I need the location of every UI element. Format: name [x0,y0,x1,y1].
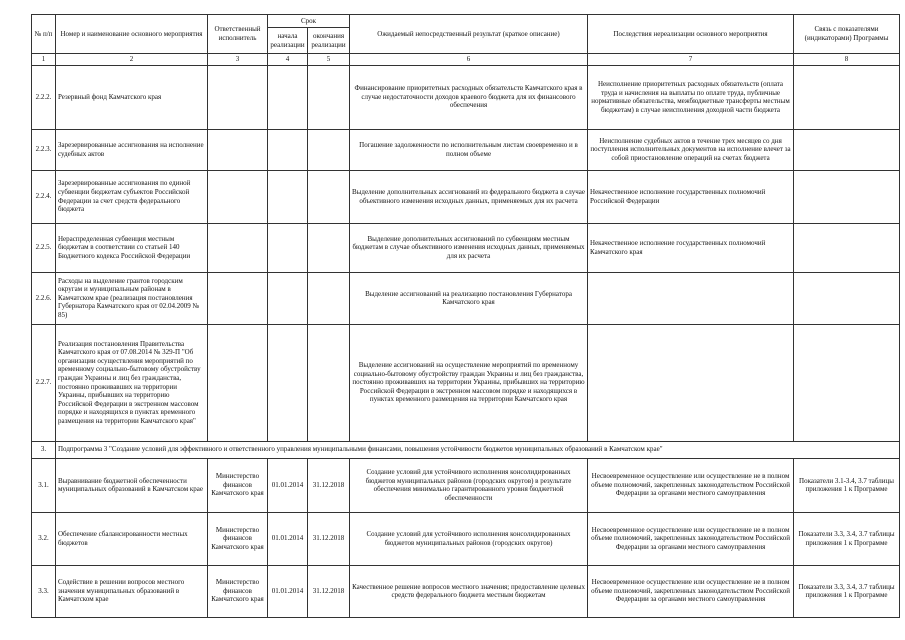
section-row [32,441,900,458]
column-number: 8 [794,54,900,66]
row-number: 3.3. [32,565,56,617]
row-responsible: Министерство финансов Камчатского края [208,512,268,565]
row-end: 31.12.2018 [308,512,350,565]
row-end [308,223,350,272]
row-start [268,170,308,223]
table-row [32,272,900,324]
section-number: 3. [32,441,56,458]
column-number: 1 [32,54,56,66]
row-result: Создание условий для устойчивого исполнения консолидированных бюджетов муниципальных районов (городских округов) [350,512,588,565]
header-end: окончания реализации [308,28,350,54]
row-responsible: Министерство финансов Камчатского края [208,565,268,617]
row-number: 3.1. [32,458,56,512]
row-result: Создание условий для устойчивого исполнения консолидированных бюджетов муниципальных районов (городских округов) в результате обеспечения минимально гарантированного уровня бюджетной обеспеченности [350,458,588,512]
row-responsible: Министерство финансов Камчатского края [208,458,268,512]
row-result: Выделение ассигнований на осуществление мероприятий по временному социально-бытовому обустройству граждан Украины и лиц без гражданства, постоянно проживавших на территории Украины, прибывших на территорию Российской Федерации в экстренном массовом порядке и находящихся в пунктах временного размещения на территории Камчатского края [350,324,588,441]
section-title: Подпрограмма 3 "Создание условий для эффективного и ответственного управления муниципальными финансами, повышения устойчивости бюджетов муниципальных образований в Камчатском крае" [56,441,900,458]
row-consequence [588,272,794,324]
row-name: Реализация постановления Правительства Камчатского края от 07.08.2014 № 329-П "Об организации осуществления мероприятий по временному социально-бытовому обустройству граждан Украины и лиц без гражданства, постоянно проживавших на территории Украины, прибывших на территорию Российской Федерации в экстренном массовом порядке и находящихся в пунктах временного размещения на территории Камчатского края" [56,324,208,441]
row-link [794,129,900,170]
table-row [32,65,900,129]
column-number: 5 [308,54,350,66]
row-end [308,272,350,324]
row-number: 2.2.4. [32,170,56,223]
row-responsible [208,223,268,272]
row-name: Резервный фонд Камчатского края [56,65,208,129]
column-number: 6 [350,54,588,66]
row-responsible [208,170,268,223]
header-start: начала реализации [268,28,308,54]
row-consequence: Несвоевременное осуществление или осуществление не в полном объеме полномочий, закрепленных законодательством Российской Федерации за органами местного самоуправления [588,565,794,617]
row-start: 01.01.2014 [268,458,308,512]
row-consequence: Некачественное исполнение государственных полномочий Камчатского края [588,223,794,272]
header-number: № п/п [32,15,56,54]
column-number: 3 [208,54,268,66]
row-end [308,324,350,441]
row-name: Зарезервированные ассигнования по единой субвенции бюджетам субъектов Российской Федерации за счет средств федерального бюджета [56,170,208,223]
row-start [268,223,308,272]
row-result: Выделение дополнительных ассигнований по субвенциям местным бюджетам в случае объективного изменения исходных данных, применяемых для их расчета [350,223,588,272]
row-link [794,272,900,324]
table-row [32,458,900,512]
row-link: Показатели 3.1-3.4, 3.7 таблицы приложения 1 к Программе [794,458,900,512]
row-start: 01.01.2014 [268,512,308,565]
table-row [32,223,900,272]
row-end [308,170,350,223]
table-row [32,565,900,617]
row-consequence: Несвоевременное осуществление или осуществление не в полном объеме полномочий, закрепленных законодательством Российской Федерации за органами местного самоуправления [588,458,794,512]
row-name: Обеспечение сбалансированности местных бюджетов [56,512,208,565]
row-name: Содействие в решении вопросов местного значения муниципальных образований в Камчатском крае [56,565,208,617]
row-start [268,129,308,170]
header-link: Связь с показателями (индикаторами) Программы [794,15,900,54]
table-row [32,129,900,170]
measures-table [31,14,900,618]
row-link: Показатели 3.3, 3.4, 3.7 таблицы приложения 1 к Программе [794,512,900,565]
row-consequence: Неисполнение судебных актов в течение трех месяцев со дня поступления исполнительных документов на исполнение влечет за собой приостановление операций на счетах бюджета [588,129,794,170]
row-responsible [208,272,268,324]
row-link [794,170,900,223]
row-link: Показатели 3.3, 3.4, 3.7 таблицы приложения 1 к Программе [794,565,900,617]
row-responsible [208,129,268,170]
row-result: Финансирование приоритетных расходных обязательств Камчатского края в случае недостаточности доходов краевого бюджета для их финансового обеспечения [350,65,588,129]
row-name: Выравнивание бюджетной обеспеченности муниципальных образований в Камчатском крае [56,458,208,512]
row-result: Выделение ассигнований на реализацию постановления Губернатора Камчатского края [350,272,588,324]
row-end: 31.12.2018 [308,458,350,512]
row-consequence [588,324,794,441]
column-number: 4 [268,54,308,66]
row-number: 2.2.5. [32,223,56,272]
row-number: 2.2.3. [32,129,56,170]
row-result: Выделение дополнительных ассигнований из федерального бюджета в случае объективного изменения исходных данных, применяемых для их расчета [350,170,588,223]
row-link [794,324,900,441]
row-responsible [208,324,268,441]
row-end [308,65,350,129]
row-start [268,65,308,129]
row-result: Погашение задолженности по исполнительным листам своевременно и в полном объеме [350,129,588,170]
header-consequence: Последствия нереализации основного мероприятия [588,15,794,54]
row-consequence: Неисполнение приоритетных расходных обязательств (оплата труда и начисления на выплаты по оплате труда, публичные нормативные обязательства, межбюджетные трансферты местным бюджетам) в случае неисполнения доходной части бюджета [588,65,794,129]
row-name: Нераспределенная субвенция местным бюджетам в соответствии со статьей 140 Бюджетного кодекса Российской Федерации [56,223,208,272]
table-row [32,512,900,565]
row-start [268,324,308,441]
row-number: 2.2.2. [32,65,56,129]
row-end: 31.12.2018 [308,565,350,617]
table-row [32,324,900,441]
header-name: Номер и наименование основного мероприятия [56,15,208,54]
row-end [308,129,350,170]
row-number: 3.2. [32,512,56,565]
row-responsible [208,65,268,129]
column-number: 2 [56,54,208,66]
row-consequence: Некачественное исполнение государственных полномочий Российской Федерации [588,170,794,223]
column-number: 7 [588,54,794,66]
row-result: Качественное решение вопросов местного значения; предоставление целевых средств федерального бюджета местным бюджетам [350,565,588,617]
row-number: 2.2.7. [32,324,56,441]
header-result: Ожидаемый непосредственный результат (краткое описание) [350,15,588,54]
row-link [794,65,900,129]
row-link [794,223,900,272]
row-consequence: Несвоевременное осуществление или осуществление не в полном объеме полномочий, закрепленных законодательством Российской Федерации за органами местного самоуправления [588,512,794,565]
row-start [268,272,308,324]
row-start: 01.01.2014 [268,565,308,617]
table-row [32,170,900,223]
header-term: Срок [268,15,350,28]
row-number: 2.2.6. [32,272,56,324]
row-name: Зарезервированные ассигнования на исполнение судебных актов [56,129,208,170]
header-responsible: Ответственный исполнитель [208,15,268,54]
row-name: Расходы на выделение грантов городским округам и муниципальным районам в Камчатском крае (реализация постановления Губернатора Камчатского края от 02.04.2009 № 85) [56,272,208,324]
